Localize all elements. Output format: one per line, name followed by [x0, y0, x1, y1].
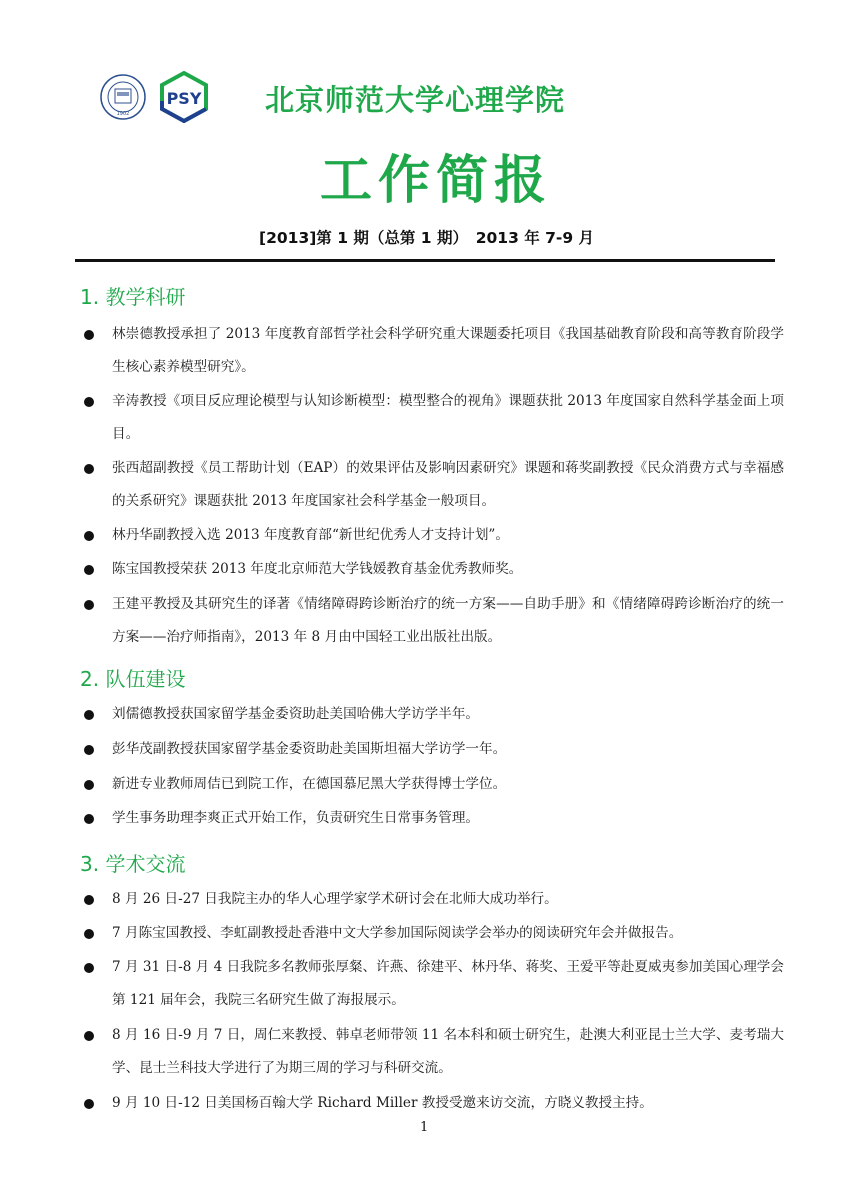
list-item: 林崇德教授承担了 2013 年度教育部哲学社会科学研究重大课题委托项目《我国基础教育阶段和高等教育阶段学生核心素养模型研究》。 — [84, 318, 784, 384]
list-item: 学生事务助理李爽正式开始工作，负责研究生日常事务管理。 — [84, 802, 784, 835]
bullet-icon — [84, 710, 94, 720]
section-title-team: 2. 队伍建设 — [80, 667, 186, 691]
bullet-icon — [84, 963, 94, 973]
organization-name: 北京师范大学心理学院 — [265, 83, 566, 117]
list-item: 7 月陈宝国教授、李虹副教授赴香港中文大学参加国际阅读学会举办的阅读研究年会并做报告。 — [84, 917, 784, 950]
svg-text:1902: 1902 — [116, 111, 130, 117]
bullet-icon — [84, 330, 94, 340]
list-item: 9 月 10 日-12 日美国杨百翰大学 Richard Miller 教授受邀来访交流，方晓义教授主持。 — [84, 1087, 784, 1120]
bullet-icon — [84, 464, 94, 474]
bullet-icon — [84, 745, 94, 755]
bullet-icon — [84, 929, 94, 939]
document-title: 工作简报 — [320, 151, 553, 211]
list-item: 辛涛教授《项目反应理论模型与认知诊断模型：模型整合的视角》课题获批 2013 年度国家自然科学基金面上项目。 — [84, 385, 784, 451]
bullet-icon — [84, 1031, 94, 1041]
bullet-icon — [84, 780, 94, 790]
bullet-icon — [84, 814, 94, 824]
list-item: 王建平教授及其研究生的译著《情绪障碍跨诊断治疗的统一方案——自助手册》和《情绪障碍跨诊断治疗的统一方案——治疗师指南》，2013 年 8 月由中国轻工业出版社出版。 — [84, 588, 784, 654]
bullet-icon — [84, 600, 94, 610]
list-item: 新进专业教师周佶已到院工作，在德国慕尼黑大学获得博士学位。 — [84, 768, 784, 801]
list-item: 刘儒德教授获国家留学基金委资助赴美国哈佛大学访学半年。 — [84, 698, 784, 731]
section-title-exchange: 3. 学术交流 — [80, 852, 186, 876]
issue-info: [2013]第 1 期（总第 1 期） 2013 年 7-9 月 — [259, 229, 595, 247]
list-item: 7 月 31 日-8 月 4 日我院多名教师张厚粲、许燕、徐建平、林丹华、蒋奖、王爱平等赴夏威夷参加美国心理学会第 121 届年会，我院三名研究生做了海报展示。 — [84, 951, 784, 1017]
list-item: 陈宝国教授荣获 2013 年度北京师范大学钱媛教育基金优秀教师奖。 — [84, 553, 784, 586]
svg-text:PSY: PSY — [166, 89, 202, 108]
list-item: 张西超副教授《员工帮助计划（EAP）的效果评估及影响因素研究》课题和蒋奖副教授《民众消费方式与幸福感的关系研究》课题获批 2013 年度国家社会科学基金一般项目。 — [84, 452, 784, 518]
list-item: 8 月 26 日-27 日我院主办的华人心理学家学术研讨会在北师大成功举行。 — [84, 883, 784, 916]
psy-logo-icon — [158, 71, 210, 123]
bullet-icon — [84, 397, 94, 407]
bullet-icon — [84, 895, 94, 905]
list-item: 林丹华副教授入选 2013 年度教育部“新世纪优秀人才支持计划”。 — [84, 519, 784, 552]
header-divider — [75, 259, 775, 262]
bullet-icon — [84, 1099, 94, 1109]
list-item: 彭华茂副教授获国家留学基金委资助赴美国斯坦福大学访学一年。 — [84, 733, 784, 766]
bullet-icon — [84, 565, 94, 575]
document-header — [0, 0, 853, 260]
section-title-research: 1. 教学科研 — [80, 285, 186, 309]
list-item: 8 月 16 日-9 月 7 日，周仁来教授、韩卓老师带领 11 名本科和硕士研究生，赴澳大利亚昆士兰大学、麦考瑞大学、昆士兰科技大学进行了为期三周的学习与科研交流。 — [84, 1019, 784, 1085]
bnu-seal-icon — [100, 74, 146, 120]
bullet-icon — [84, 531, 94, 541]
page-number: 1 — [420, 1120, 429, 1135]
